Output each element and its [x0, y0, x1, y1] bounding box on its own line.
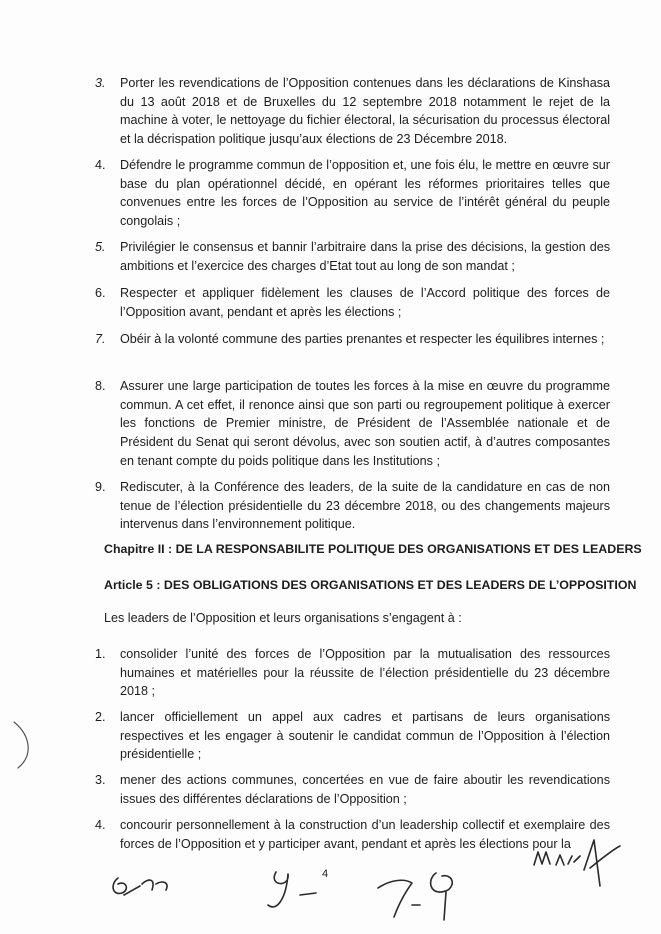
- item-number: 4.: [95, 158, 106, 172]
- item-number: 5.: [95, 240, 106, 254]
- page-number: 4: [322, 868, 329, 880]
- item-number: 8.: [95, 379, 106, 393]
- initials-mark: [534, 840, 620, 886]
- item-number: 7.: [95, 332, 106, 346]
- intro-paragraph: Les leaders de l’Opposition et leurs organisations s’engagent à :: [104, 611, 462, 625]
- item-number: 2.: [95, 710, 106, 724]
- initials-mark: [378, 880, 420, 917]
- initials-mark: [431, 873, 453, 920]
- item-text: Obéir à la volonté commune des parties prenantes et respecter les équilibres internes ;: [120, 332, 605, 346]
- item-number: 4.: [95, 818, 106, 832]
- chapter-heading: Chapitre II : DE LA RESPONSABILITE POLITIQUE DES ORGANISATIONS ET DES LEADERS: [104, 542, 642, 556]
- item-text: Privilégier le consensus et bannir l’arbitraire dans la prise des décisions, la gestion des ambitions et l’exercice des charges d’Etat tout au long de son mandat ;: [120, 240, 610, 273]
- item-text: Porter les revendications de l’Opposition contenues dans les déclarations de Kinshasa du 13 août 2018 et de Bruxelles du 12 septembre 2018 notamment le rejet de la machine à voter, le nettoyage du fichier électoral, la sécurisation du processus électoral et la décrispation politique jusqu’aux élections de 23 Décembre 2018.: [120, 76, 610, 147]
- item-number: 3.: [95, 76, 106, 90]
- initials-mark: [113, 878, 167, 895]
- item-text: Défendre le programme commun de l’opposition et, une fois élu, le mettre en œuvre sur base du plan opérationnel décidé, en opérant les réformes prioritaires telles que convenues entre les forces de l’Opposition au service de l’intérêt général du peuple congolais ;: [120, 158, 610, 229]
- item-text: consolider l’unité des forces de l’Opposition par la mutualisation des ressources humaines et matérielles pour la réussite de l’élection présidentielle du 23 décembre 2018 ;: [120, 647, 610, 699]
- item-number: 1.: [95, 647, 106, 661]
- item-number: 6.: [95, 286, 106, 300]
- margin-scan-mark: [14, 722, 28, 768]
- item-text: Assurer une large participation de toutes les forces à la mise en œuvre du programme commun. A cet effet, il renonce ainsi que son parti ou regroupement politique à exercer les fonctions de Premier ministre, de Président de l’Assemblée nationale et de Président du Senat qui seront dévolus, avec son soutien actif, à d’autres composantes en tenant compte du poids politique dans les Institutions ;: [120, 379, 610, 468]
- initials-mark: [268, 872, 316, 907]
- item-text: concourir personnellement à la construction d’un leadership collectif et exemplaire des forces de l’Opposition et y participer avant, pendant et après les élections pour la: [120, 818, 610, 851]
- item-number: 9.: [95, 480, 106, 494]
- item-text: lancer officiellement un appel aux cadres et partisans de leurs organisations respectives et les engager à soutenir le candidat commun de l’Opposition à l’élection présidentielle ;: [120, 710, 610, 762]
- item-text: Respecter et appliquer fidèlement les clauses de l’Accord politique des forces de l’Opposition avant, pendant et après les élections ;: [120, 286, 610, 319]
- item-text: Rediscuter, à la Conférence des leaders, de la suite de la candidature en cas de non tenue de l’élection présidentielle du 23 décembre 2018, ou des changements majeurs intervenus dans l’environnement politique.: [120, 480, 610, 532]
- item-number: 3.: [95, 773, 106, 787]
- article-heading: Article 5 : DES OBLIGATIONS DES ORGANISATIONS ET DES LEADERS DE L’OPPOSITION: [104, 578, 637, 592]
- item-text: mener des actions communes, concertées en vue de faire aboutir les revendications issues des différentes déclarations de l’Opposition ;: [120, 773, 610, 806]
